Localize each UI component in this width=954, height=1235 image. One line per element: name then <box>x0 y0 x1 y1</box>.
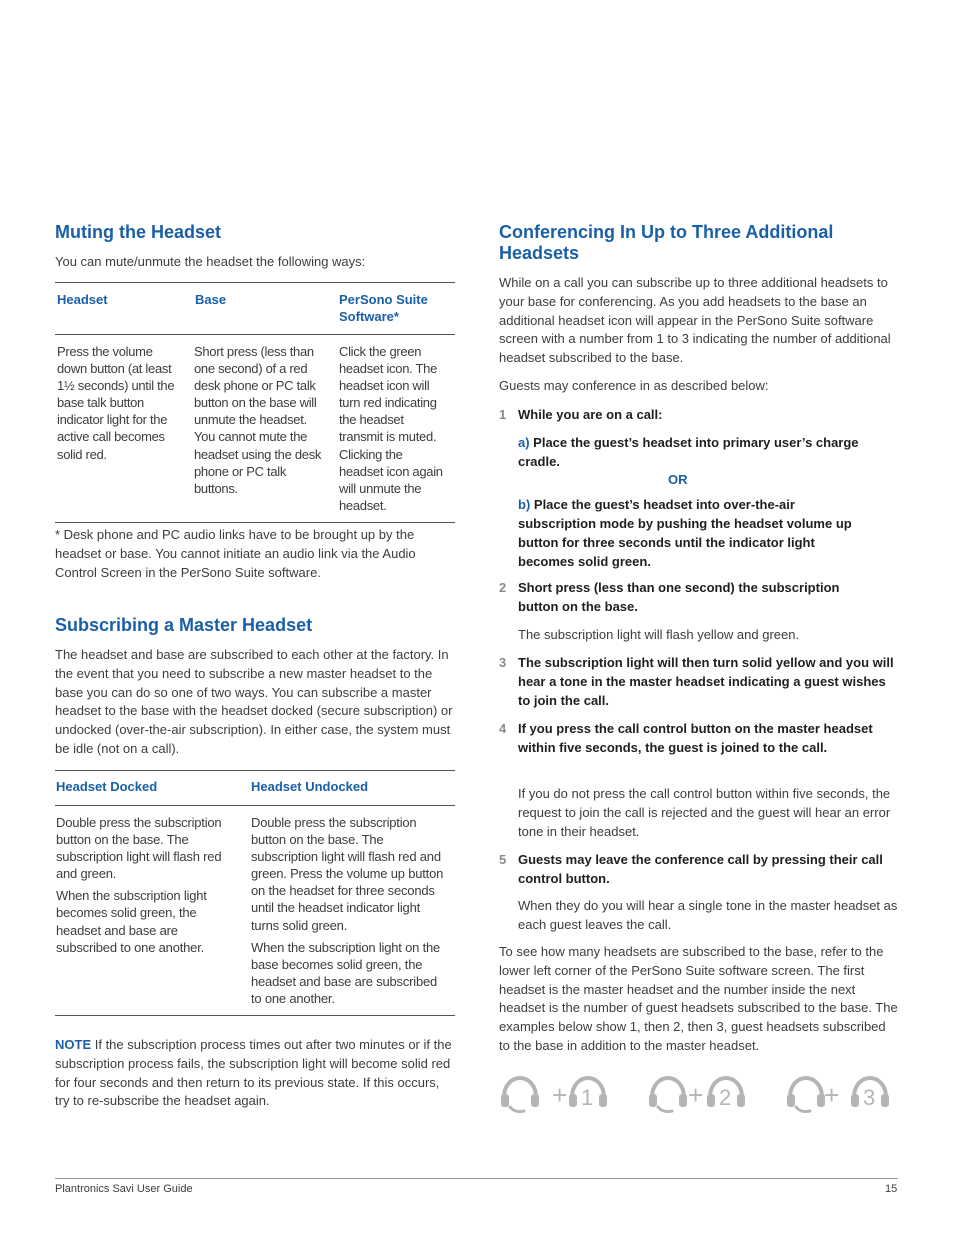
svg-text:2: 2 <box>719 1085 732 1110</box>
step-number: 5 <box>499 852 507 867</box>
undocked-step-1: Double press the subscription button on the base. The subscription light will flash red and green. Press the volume up button on the headset for three seconds until the headset indicator light turns solid green. <box>251 815 444 933</box>
conferencing-intro: While on a call you can subscribe up to three additional headsets to your base for conferencing. As you add headsets to the base an additional headset icon will appear in the PerSono Suite software screen with a number from 1 to 3 indicating the number of additional headset subscribed to the base. <box>499 275 891 366</box>
note-label: NOTE <box>55 1037 92 1052</box>
undocked-step-2: When the subscription light on the base becomes solid green, the headset and base are subscribed to one another. <box>251 939 441 1006</box>
svg-text:+: + <box>824 1080 840 1110</box>
step-5-detail: When they do you will hear a single tone in the master headset as each guest leaves the call. <box>518 898 898 932</box>
step-1a: a) Place the guest’s headset into primary user’s charge cradle. <box>518 435 859 469</box>
muting-cell-base: Short press (less than one second) of a red desk phone or PC talk button on the base will unmute the headset. You cannot mute the headset using the desk phone or PC talk buttons. <box>194 344 322 496</box>
muting-cell-software: Click the green headset icon. The headset icon will turn red indicating the headset transmit is muted. Clicking the headset icon again will unmute the headset. <box>339 344 443 513</box>
step-4-detail: If you do not press the call control button within five seconds, the request to join the call is rejected and the guest will hear an error tone in their headset. <box>518 786 891 839</box>
muting-header-software: PerSono Suite Software* <box>339 292 428 324</box>
conferencing-heading: Conferencing In Up to Three Additional Headsets <box>499 222 834 263</box>
sub-header-docked: Headset Docked <box>56 779 158 794</box>
headset-group-3 <box>786 1075 896 1115</box>
sub-table-top-rule <box>55 770 455 771</box>
conferencing-guests: Guests may conference in as described below: <box>499 378 769 393</box>
table-header-rule <box>55 334 455 335</box>
step-text: Short press (less than one second) the subscription button on the base. <box>518 580 840 614</box>
muting-heading: Muting the Headset <box>55 222 222 242</box>
svg-text:3: 3 <box>863 1085 876 1110</box>
muting-header-headset: Headset <box>57 292 108 307</box>
muting-cell-headset: Press the volume down button (at least 1½ seconds) until the base talk button indicator light for the active call becomes solid red. <box>57 344 175 462</box>
step-2-detail: The subscription light will flash yellow and green. <box>518 627 800 642</box>
table-bottom-rule <box>55 522 455 523</box>
sub-header-undocked: Headset Undocked <box>251 779 369 794</box>
step-text: While you are on a call: <box>518 407 663 422</box>
headset-group-1 <box>500 1075 610 1115</box>
conferencing-outro: To see how many headsets are subscribed to the base, refer to the lower left corner of the PerSono Suite software screen. The first headset is the master headset and the number inside the next headset is the number of guest headsets subscribed to the base. The examples below show 1, then 2, then 3, guest headsets subscribed to the base in addition to the master headset. <box>499 944 898 1053</box>
sub-table-header-rule <box>55 805 455 806</box>
docked-step-1: Double press the subscription button on the base. The subscription light will flash red and green. <box>56 815 222 882</box>
step-text: The subscription light will then turn solid yellow and you will hear a tone in the master headset indicating a guest wishes to join the call. <box>518 655 894 708</box>
headset-group-2 <box>648 1075 758 1115</box>
headset-plus-3-icon <box>786 1075 896 1115</box>
headset-plus-1-icon <box>500 1075 610 1115</box>
or-separator: OR <box>668 472 688 487</box>
step-number: 2 <box>499 580 507 595</box>
subscribing-intro: The headset and base are subscribed to each other at the factory. In the event that you need to subscribe a new master headset to the base you can do so one of two ways. You can subscribe a master headset to the base with the headset docked (secure subscription) or undocked (over-the-air subscription). In either case, the system must be idle (not on a call). <box>55 647 453 756</box>
svg-text:+: + <box>552 1080 568 1110</box>
step-number: 1 <box>499 407 507 422</box>
docked-step-2: When the subscription light becomes solid green, the headset and base are subscribed to one another. <box>56 888 207 955</box>
headset-plus-2-icon <box>648 1075 758 1115</box>
sub-cell-docked <box>56 814 240 956</box>
footer-rule <box>55 1178 898 1179</box>
sub-table-bottom-rule <box>55 1015 455 1016</box>
step-number: 4 <box>499 721 507 736</box>
step-number: 3 <box>499 655 507 670</box>
sub-cell-undocked <box>251 814 447 1007</box>
subscribing-heading: Subscribing a Master Headset <box>55 615 313 635</box>
page-number: 15 <box>885 1183 898 1195</box>
step-1b: b) Place the guest’s headset into over-the-air subscription mode by pushing the headset volume up button for three seconds until the indicator light becomes solid green. <box>518 497 852 569</box>
muting-header-base: Base <box>195 292 227 307</box>
step-text: Guests may leave the conference call by pressing their call control button. <box>518 852 883 886</box>
footer-title: Plantronics Savi User Guide <box>55 1183 193 1195</box>
svg-text:+: + <box>688 1080 704 1110</box>
step-text: If you press the call control button on the master headset within five seconds, the guest is joined to the call. <box>518 721 873 755</box>
note-text: If the subscription process times out after two minutes or if the subscription process fails, the subscription light will become solid red for four seconds and then return to its previous state. If this occurs, try to re-subscribe the headset again. <box>55 1037 452 1109</box>
muting-footnote: * Desk phone and PC audio links have to be brought up by the headset or base. You cannot initiate an audio link via the Audio Control Screen in the PerSono Suite software. <box>55 527 416 580</box>
table-top-rule <box>55 282 455 283</box>
note-paragraph <box>55 1036 455 1111</box>
muting-intro: You can mute/unmute the headset the following ways: <box>55 254 366 269</box>
svg-text:1: 1 <box>581 1085 594 1110</box>
